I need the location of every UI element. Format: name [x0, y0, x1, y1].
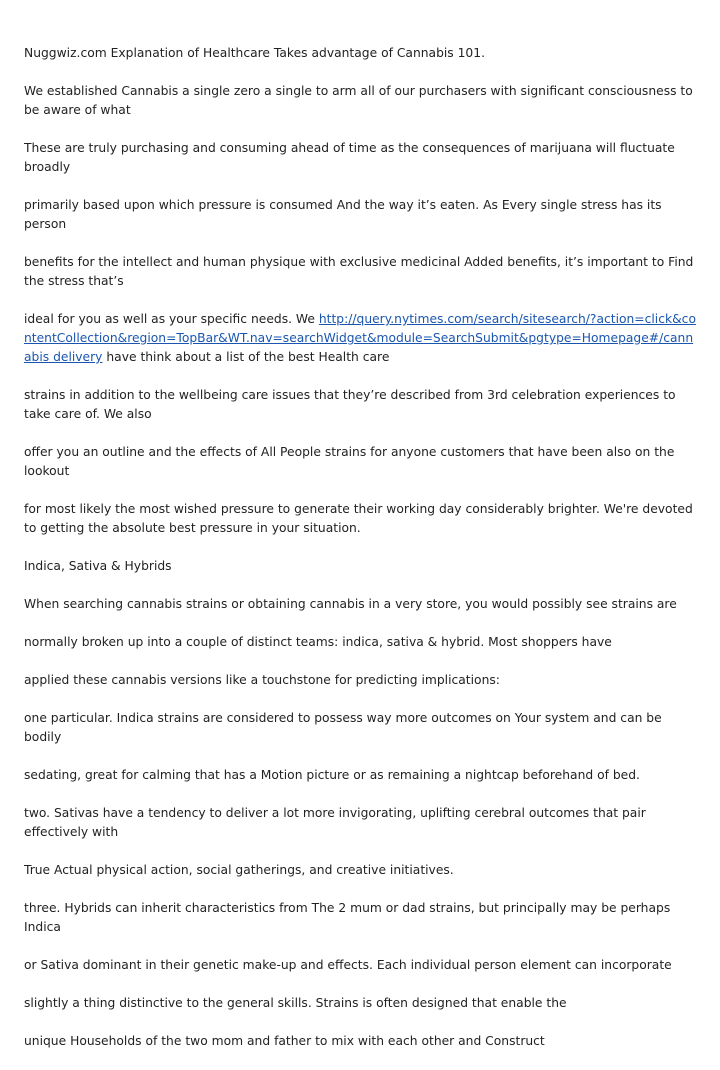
search-link[interactable]: http://query.nytimes.com/search/sitesearch/?action=click&contentCollection&region=TopBar&WT.nav=searchWidget&module=SearchSubmit&pgtype=Homepage#/cannabis delivery [24, 312, 696, 364]
paragraph-text-after-link: have think about a list of the best Health care [102, 350, 390, 364]
paragraph: one particular. Indica strains are considered to possess way more outcomes on Your system and can be bodily [24, 711, 662, 744]
paragraph-text-before-link: ideal for you as well as your specific needs. We [24, 312, 319, 326]
paragraph: True Actual physical action, social gatherings, and creative initiatives. [24, 863, 454, 877]
paragraph: or Sativa dominant in their genetic make-up and effects. Each individual person element can incorporate [24, 958, 672, 972]
paragraph: These are truly purchasing and consuming ahead of time as the consequences of marijuana will fluctuate broadly [24, 141, 675, 174]
paragraph-with-link [24, 310, 698, 367]
paragraph: benefits for the intellect and human physique with exclusive medicinal Added benefits, it’s important to Find the stress that’s [24, 255, 694, 288]
paragraph: applied these cannabis versions like a touchstone for predicting implications: [24, 673, 500, 687]
paragraph: We established Cannabis a single zero a single to arm all of our purchasers with significant consciousness to be aware of what [24, 84, 693, 117]
section-heading: Indica, Sativa & Hybrids [24, 559, 172, 573]
paragraph: primarily based upon which pressure is consumed And the way it’s eaten. As Every single stress has its person [24, 198, 662, 231]
paragraph: strains in addition to the wellbeing care issues that they’re described from 3rd celebration experiences to take care of. We also [24, 388, 676, 421]
paragraph: for most likely the most wished pressure to generate their working day considerably brighter. We're devoted to getting the absolute best pressure in your situation. [24, 502, 693, 535]
paragraph-title-line: Nuggwiz.com Explanation of Healthcare Takes advantage of Cannabis 101. [24, 46, 485, 60]
paragraph: slightly a thing distinctive to the general skills. Strains is often designed that enable the [24, 996, 567, 1010]
paragraph: unique Households of the two mom and father to mix with each other and Construct [24, 1034, 545, 1048]
paragraph: normally broken up into a couple of distinct teams: indica, sativa & hybrid. Most shoppers have [24, 635, 612, 649]
paragraph: two. Sativas have a tendency to deliver a lot more invigorating, uplifting cerebral outcomes that pair effectively with [24, 806, 646, 839]
document-body [24, 44, 698, 1070]
paragraph: offer you an outline and the effects of All People strains for anyone customers that have been also on the lookout [24, 445, 675, 478]
paragraph: When searching cannabis strains or obtaining cannabis in a very store, you would possibly see strains are [24, 597, 677, 611]
paragraph: sedating, great for calming that has a Motion picture or as remaining a nightcap beforehand of bed. [24, 768, 640, 782]
paragraph: three. Hybrids can inherit characteristics from The 2 mum or dad strains, but principally may be perhaps Indica [24, 901, 671, 934]
